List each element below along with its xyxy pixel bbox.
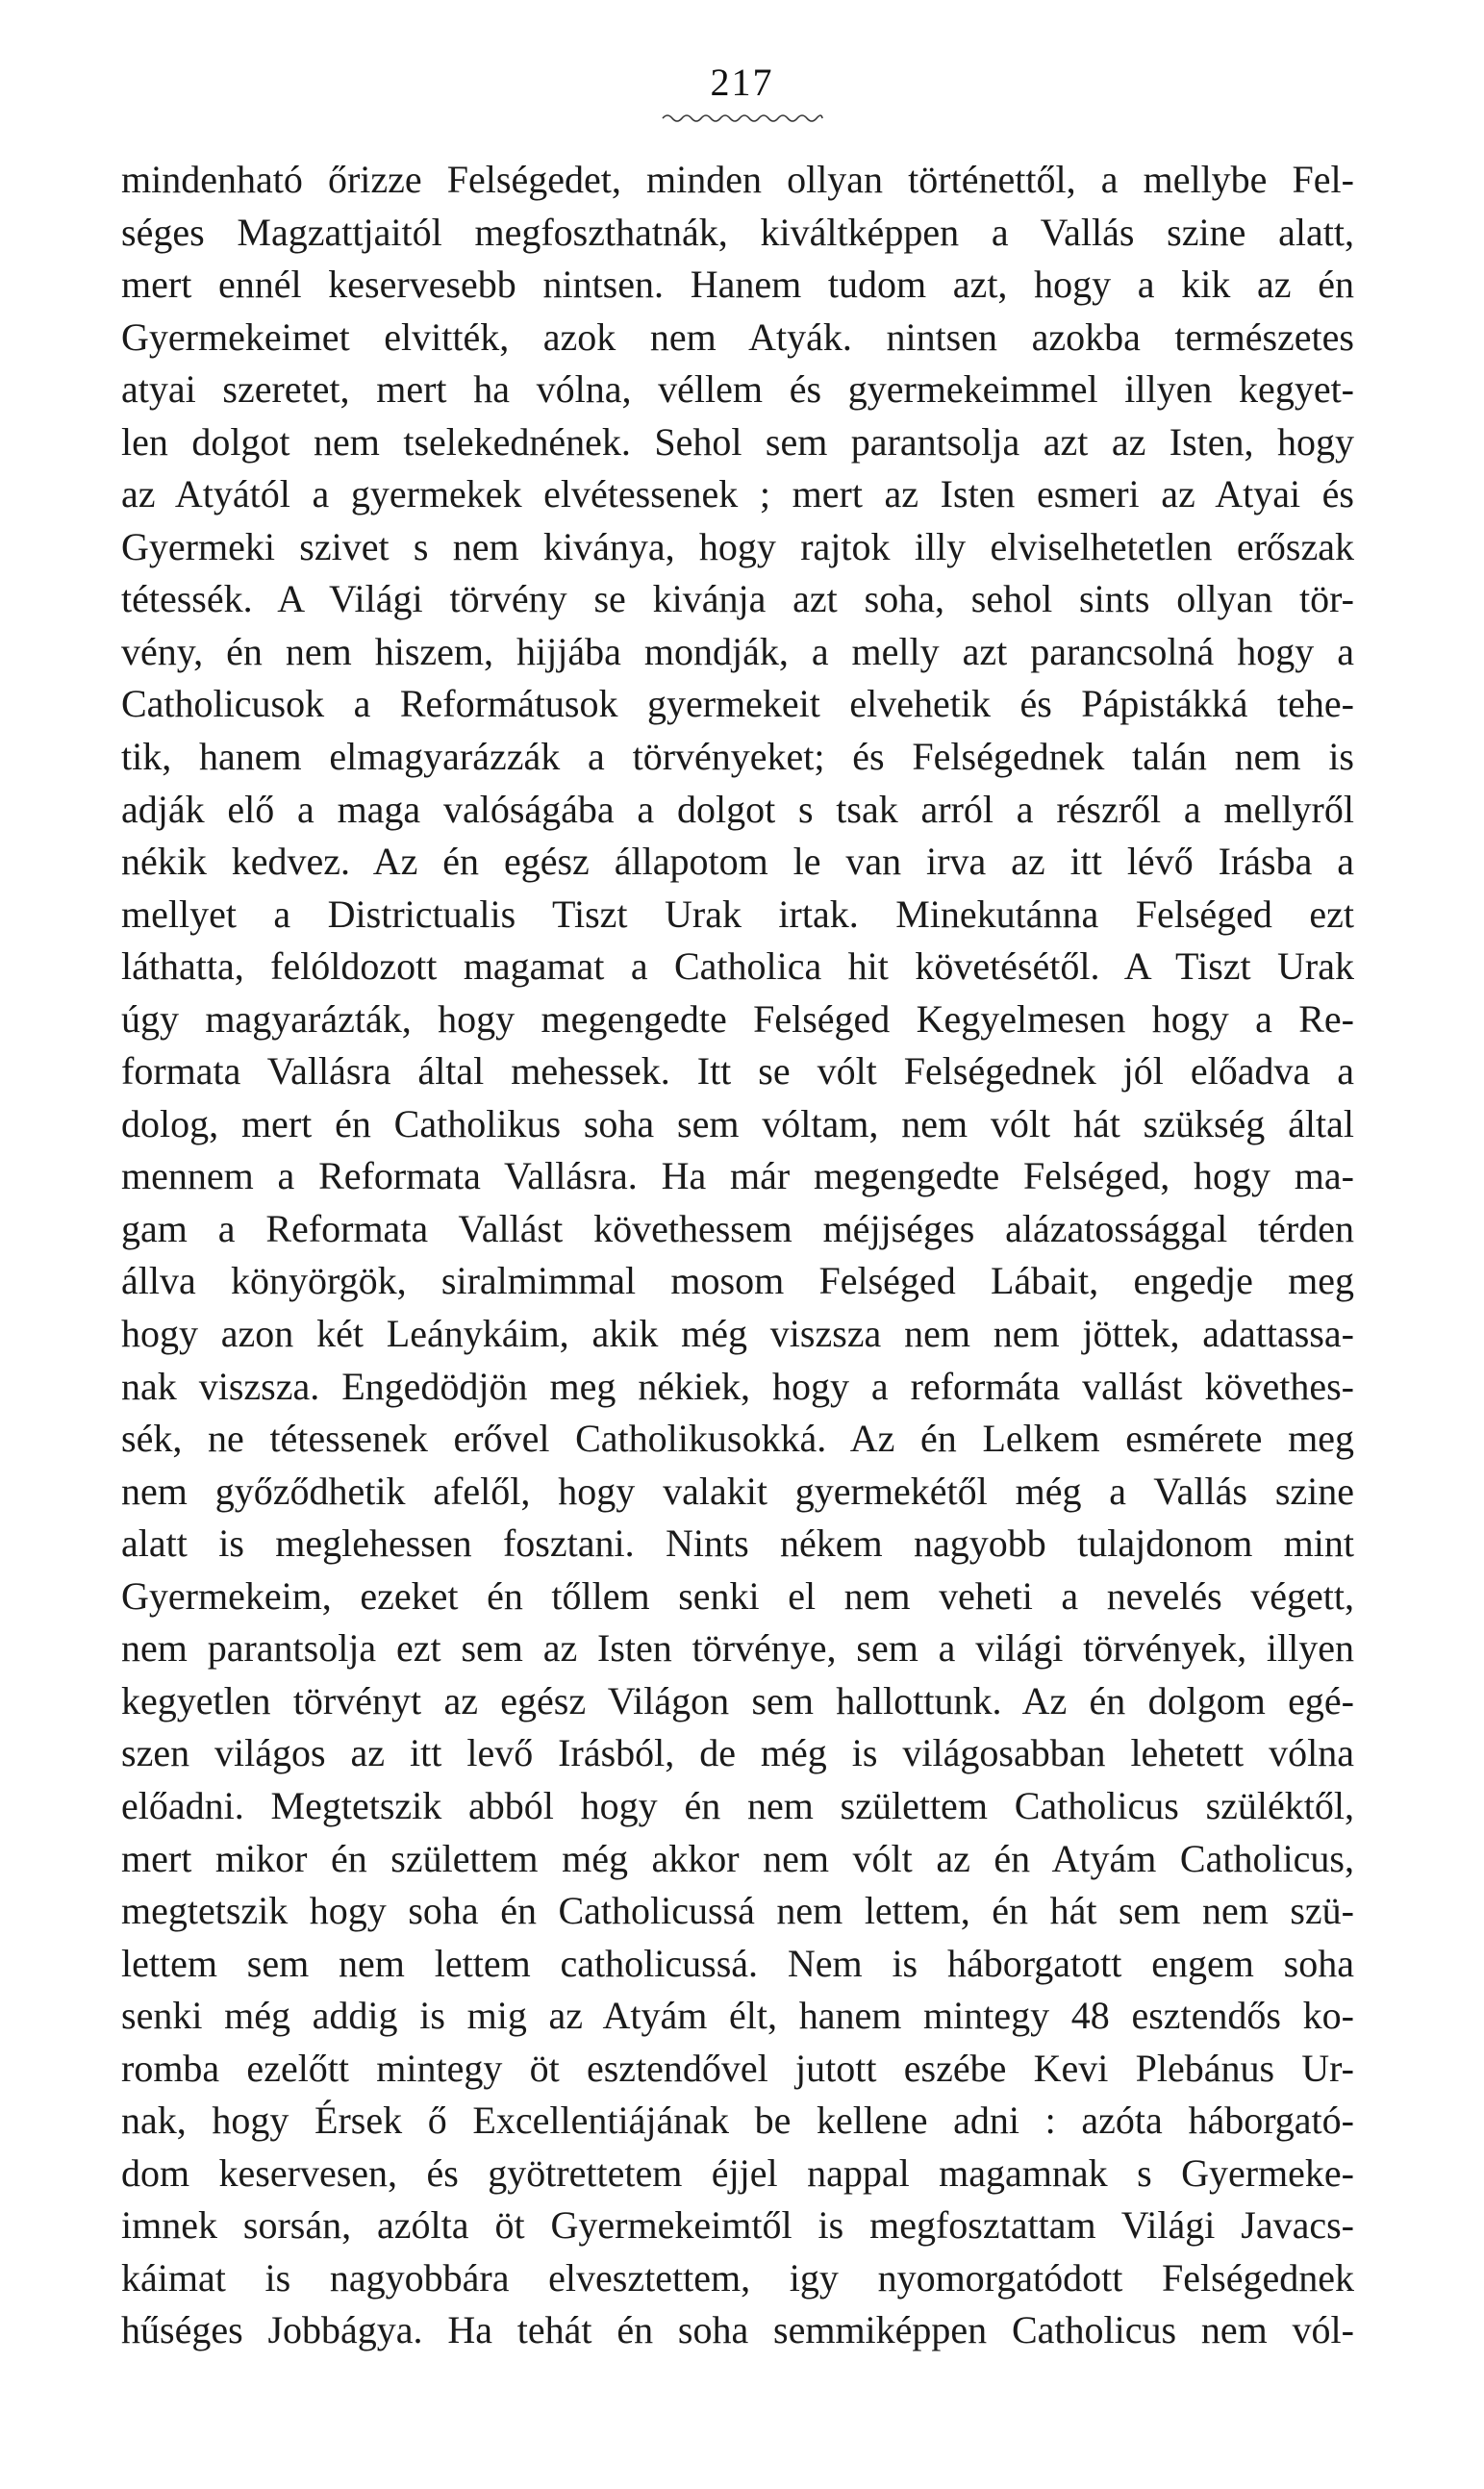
text-line: mert mikor én születtem még akkor nem vólt az én Atyám Catholicus, bbox=[121, 1836, 1354, 1880]
wavy-rule-ornament bbox=[0, 112, 1484, 130]
text-line: kegyetlen törvényt az egész Világon sem hallottunk. Az én dolgom egé- bbox=[121, 1678, 1354, 1722]
text-line: tik, hanem elmagyarázzák a törvényeket; és Felségednek talán nem is bbox=[121, 735, 1354, 779]
text-line: len dolgot nem tselekednének. Sehol sem parantsolja azt az Isten, hogy bbox=[121, 419, 1354, 464]
text-line: romba ezelőtt mintegy öt esztendővel jutott eszébe Kevi Plebánus Ur- bbox=[121, 2046, 1354, 2090]
text-line: adják elő a maga valóságába a dolgot s tsak arról a részről a mellyről bbox=[121, 787, 1354, 831]
text-line: séges Magzattjaitól megfoszthatnák, kiváltképpen a Vallás szine alatt, bbox=[121, 210, 1354, 254]
wavy-rule-icon bbox=[661, 112, 824, 125]
text-line: megtetszik hogy soha én Catholicussá nem lettem, én hát sem nem szü- bbox=[121, 1889, 1354, 1933]
text-line: Gyermekeim, ezeket én tőllem senki el nem veheti a nevelés végett, bbox=[121, 1573, 1354, 1618]
body-text bbox=[121, 154, 1354, 2357]
text-line: mindenható őrizze Felségedet, minden ollyan történettől, a mellybe Fel- bbox=[121, 158, 1354, 201]
text-line: senki még addig is mig az Atyám élt, hanem mintegy 48 esztendős ko- bbox=[121, 1994, 1354, 2038]
page-number: 217 bbox=[710, 61, 774, 104]
text-line: nem győződhetik afelől, hogy valakit gyermekétől még a Vallás szine bbox=[121, 1469, 1354, 1513]
text-line: lettem sem nem lettem catholicussá. Nem is háborgatott engem soha bbox=[121, 1941, 1354, 1985]
text-line: láthatta, felóldozott magamat a Catholica hit követésétől. A Tiszt Urak bbox=[121, 944, 1354, 989]
text-line: nékik kedvez. Az én egész állapotom le van irva az itt lévő Irásba a bbox=[121, 840, 1354, 884]
text-line: alatt is meglehessen fosztani. Nints nékem nagyobb tulajdonom mint bbox=[121, 1521, 1354, 1566]
text-line: hogy azon két Leánykáim, akik még viszsza nem nem jöttek, adattassa- bbox=[121, 1312, 1354, 1356]
text-line: nak viszsza. Engedödjön meg nékiek, hogy a reformáta vallást követhes- bbox=[121, 1364, 1354, 1408]
text-line: dom keservesen, és gyötrettetem éjjel nappal magamnak s Gyermeke- bbox=[121, 2150, 1354, 2195]
text-line: Gyermeki szivet s nem kiványa, hogy rajtok illy elviselhetetlen erőszak bbox=[121, 524, 1354, 568]
text-line: gam a Reformata Vallást követhessem méjjséges alázatossággal térden bbox=[121, 1206, 1354, 1250]
text-line: hűséges Jobbágya. Ha tehát én soha semmiképpen Catholicus nem vól- bbox=[121, 2308, 1354, 2352]
text-line: vény, én nem hiszem, hijjába mondják, a melly azt parancsolná hogy a bbox=[121, 629, 1354, 673]
text-line: imnek sorsán, azólta öt Gyermekeimtől is megfosztattam Világi Javacs- bbox=[121, 2203, 1354, 2248]
text-line: előadni. Megtetszik abból hogy én nem születtem Catholicus szüléktől, bbox=[121, 1783, 1354, 1827]
text-line: nak, hogy Érsek ő Excellentiájának be kellene adni : azóta háborgató- bbox=[121, 2099, 1354, 2143]
text-line: mennem a Reformata Vallásra. Ha már megengedte Felséged, hogy ma- bbox=[121, 1154, 1354, 1198]
text-line: állva könyörgök, siralmimmal mosom Felséged Lábait, engedje meg bbox=[121, 1259, 1354, 1303]
text-line: tétessék. A Világi törvény se kivánja azt soha, sehol sints ollyan tör- bbox=[121, 577, 1354, 621]
text-line: káimat is nagyobbára elvesztettem, igy nyomorgatódott Felségednek bbox=[121, 2255, 1354, 2300]
text-line: sék, ne tétessenek erővel Catholikusokká. Az én Lelkem esmérete meg bbox=[121, 1417, 1354, 1461]
text-line: Gyermekeimet elvitték, azok nem Atyák. nintsen azokba természetes bbox=[121, 314, 1354, 359]
text-line: formata Vallásra által mehessek. Itt se vólt Felségednek jól előadva a bbox=[121, 1049, 1354, 1094]
text-line: szen világos az itt levő Irásból, de még is világosabban lehetett vólna bbox=[121, 1731, 1354, 1775]
text-line: nem parantsolja ezt sem az Isten törvénye, sem a világi törvények, illyen bbox=[121, 1626, 1354, 1671]
text-line: dolog, mert én Catholikus soha sem vóltam, nem vólt hát szükség által bbox=[121, 1101, 1354, 1145]
text-line: úgy magyarázták, hogy megengedte Felséged Kegyelmesen hogy a Re- bbox=[121, 996, 1354, 1041]
text-line: atyai szeretet, mert ha vólna, véllem és gyermekeimmel illyen kegyet- bbox=[121, 367, 1354, 412]
text-line: az Atyától a gyermekek elvétessenek ; mert az Isten esmeri az Atyai és bbox=[121, 472, 1354, 516]
text-line: mert ennél keservesebb nintsen. Hanem tudom azt, hogy a kik az én bbox=[121, 263, 1354, 307]
text-line: Catholicusok a Reformátusok gyermekeit elvehetik és Pápistákká tehe- bbox=[121, 682, 1354, 726]
text-line: mellyet a Districtualis Tiszt Urak irtak. Minekutánna Felséged ezt bbox=[121, 892, 1354, 936]
